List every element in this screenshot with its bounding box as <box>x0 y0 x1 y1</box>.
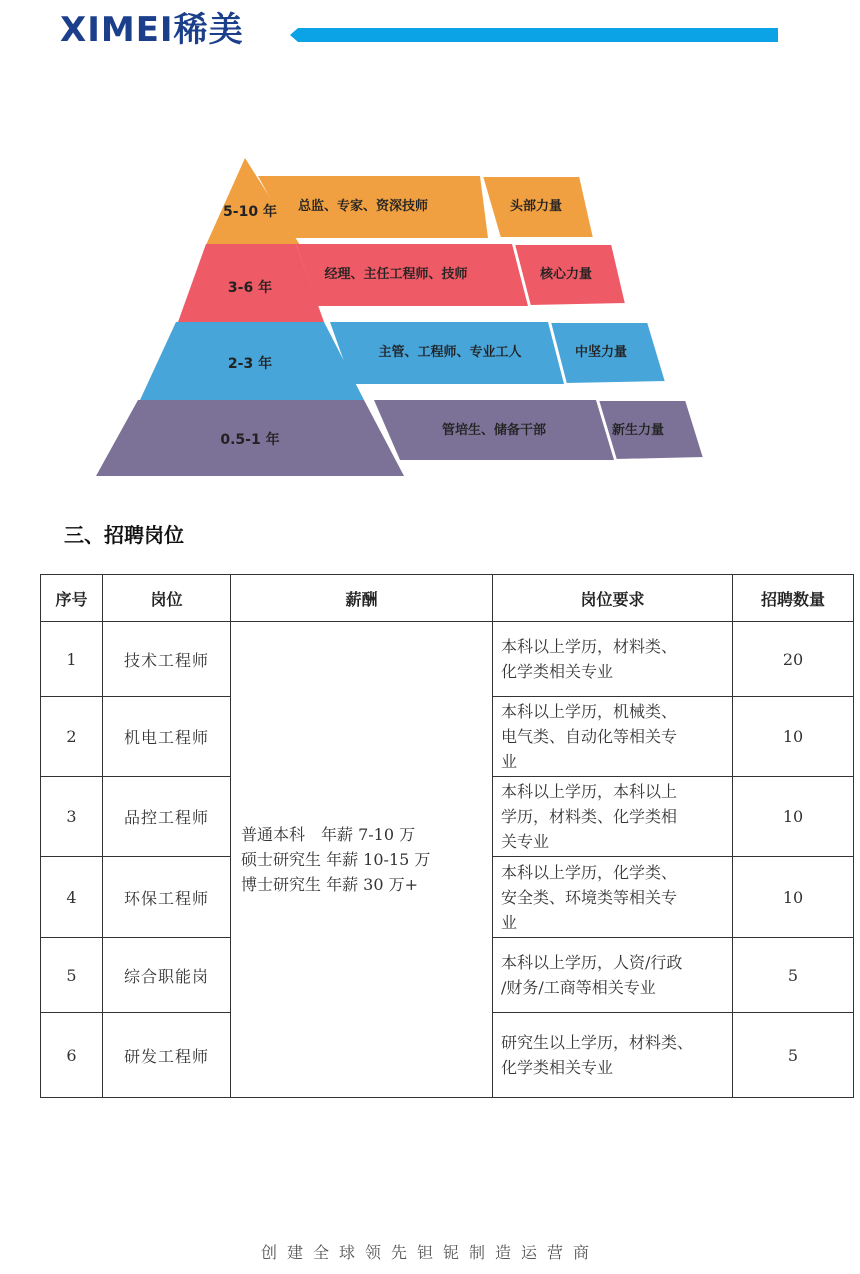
row-no: 5 <box>41 938 103 1013</box>
row-requirement <box>493 938 733 1013</box>
row-no: 1 <box>41 622 103 697</box>
header-salary: 薪酬 <box>231 575 493 622</box>
row-requirement <box>493 1013 733 1098</box>
career-pyramid <box>0 150 860 490</box>
header-requirement: 岗位要求 <box>493 575 733 622</box>
pyramid-force-3: 新生力量 <box>611 423 665 438</box>
requirement-line: 本科以上学历，本科以上 <box>501 782 678 801</box>
row-count: 5 <box>733 1013 854 1098</box>
requirement-line: 本科以上学历，材料类、 <box>501 637 678 656</box>
salary-line: 硕士研究生 年薪 10-15 万 <box>241 850 431 869</box>
pyramid-force-1: 核心力量 <box>539 267 593 282</box>
row-requirement <box>493 857 733 938</box>
pyramid-roles-1: 经理、主任工程师、技师 <box>324 267 468 282</box>
pyramid-roles-2: 主管、工程师、专业工人 <box>378 345 522 360</box>
logo-latin: XIMEI <box>60 10 174 50</box>
requirement-line: 化学类相关专业 <box>501 1058 614 1077</box>
pyramid-years-3: 0.5-1 年 <box>220 432 280 448</box>
requirement-line: 业 <box>501 752 518 771</box>
row-count: 10 <box>733 857 854 938</box>
pyramid-roles-3: 管培生、储备干部 <box>441 423 547 438</box>
salary-line: 普通本科 年薪 7-10 万 <box>241 825 416 844</box>
row-requirement <box>493 622 733 697</box>
row-requirement <box>493 777 733 857</box>
row-no: 3 <box>41 777 103 857</box>
page-header <box>0 0 860 70</box>
requirement-line: 本科以上学历，机械类、 <box>501 702 678 721</box>
header-accent-bar <box>290 28 778 42</box>
row-position: 环保工程师 <box>103 857 231 938</box>
header-count: 招聘数量 <box>733 575 854 622</box>
row-no: 6 <box>41 1013 103 1098</box>
requirement-line: 电气类、自动化等相关专 <box>501 727 678 746</box>
requirement-line: 学历，材料类、化学类相 <box>501 807 678 826</box>
salary-line: 博士研究生 年薪 30 万+ <box>241 875 419 894</box>
pyramid-years-0: 5-10 年 <box>223 204 277 220</box>
row-position: 综合职能岗 <box>103 938 231 1013</box>
table-row <box>41 622 854 697</box>
pyramid-roles-0: 总监、专家、资深技师 <box>297 199 429 214</box>
pyramid-force-0: 头部力量 <box>509 199 563 214</box>
footer-slogan: 创建全球领先钽铌制造运营商 <box>260 1243 599 1262</box>
row-position: 机电工程师 <box>103 697 231 777</box>
pyramid-force-2: 中坚力量 <box>574 345 628 360</box>
row-no: 4 <box>41 857 103 938</box>
requirement-line: 关专业 <box>501 832 550 851</box>
row-count: 10 <box>733 777 854 857</box>
header-no: 序号 <box>41 575 103 622</box>
table-header-row <box>41 575 854 622</box>
requirement-line: 本科以上学历，人资/行政 <box>501 953 683 972</box>
section-title: 三、招聘岗位 <box>64 523 184 547</box>
requirement-line: 本科以上学历，化学类、 <box>501 862 678 882</box>
logo-cn: 稀美 <box>173 10 244 50</box>
row-count: 10 <box>733 697 854 777</box>
row-no: 2 <box>41 697 103 777</box>
requirement-line: 化学类相关专业 <box>501 662 614 681</box>
company-logo <box>60 12 244 48</box>
jobs-table <box>40 574 854 1098</box>
row-count: 20 <box>733 622 854 697</box>
row-position: 技术工程师 <box>103 622 231 697</box>
salary-cell <box>231 622 493 1098</box>
requirement-line: /财务/工商等相关专业 <box>501 978 656 997</box>
pyramid-years-1: 3-6 年 <box>227 280 273 296</box>
pyramid-years-2: 2-3 年 <box>227 356 273 372</box>
requirement-line: 研究生以上学历，材料类、 <box>501 1033 694 1052</box>
row-count: 5 <box>733 938 854 1013</box>
row-position: 品控工程师 <box>103 777 231 857</box>
header-position: 岗位 <box>103 575 231 622</box>
requirement-line: 安全类、环境类等相关专 <box>501 887 678 907</box>
row-requirement <box>493 697 733 777</box>
requirement-line: 业 <box>501 912 518 932</box>
row-position: 研发工程师 <box>103 1013 231 1098</box>
